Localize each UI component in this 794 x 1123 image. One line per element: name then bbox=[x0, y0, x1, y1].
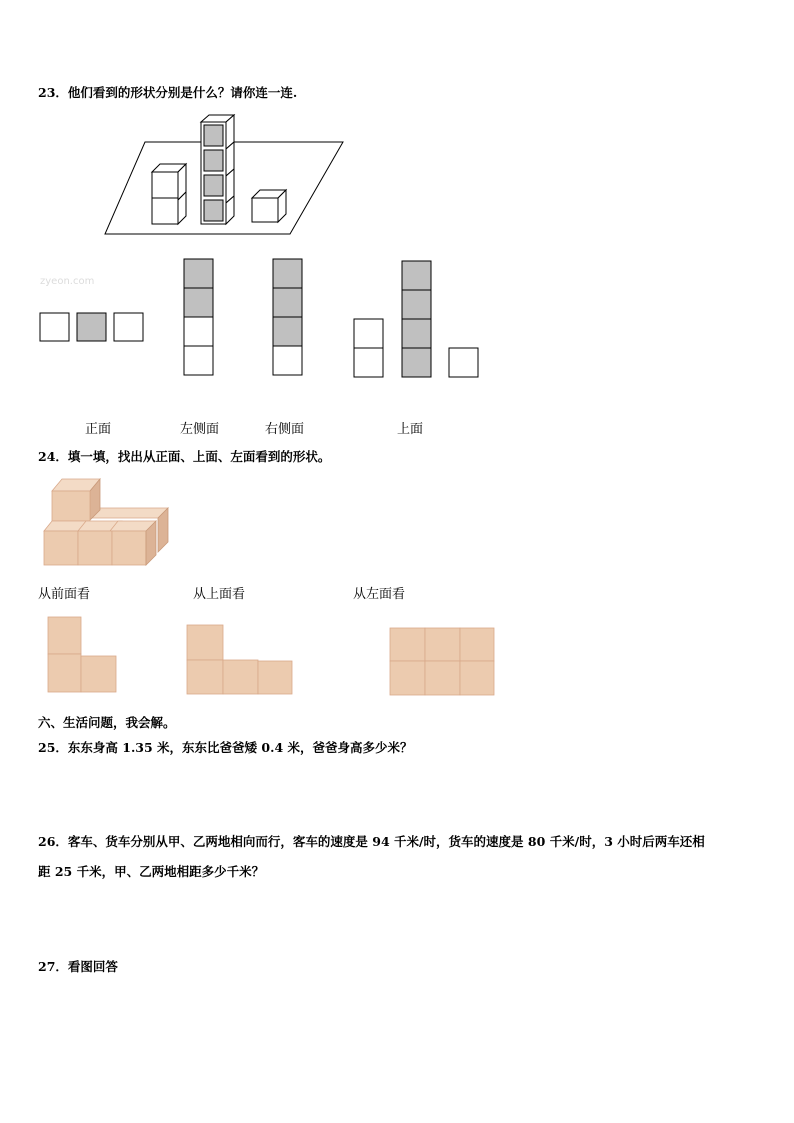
label-right-side: 右侧面 bbox=[265, 422, 305, 437]
tall-cube-stack bbox=[201, 115, 234, 224]
question-26-line-2: 距 25 千米，甲、乙两地相距多少千米？ bbox=[38, 864, 265, 879]
question-23-text: 23．他们看到的形状分别是什么？请你连一连. bbox=[38, 85, 298, 100]
watermark: zyeon.com bbox=[40, 276, 95, 287]
q24-left-view-shape bbox=[389, 627, 497, 697]
q24-front-view-shape bbox=[47, 616, 119, 694]
label-top: 上面 bbox=[397, 422, 424, 437]
view-option-front bbox=[39, 312, 149, 344]
question-26-line-1: 26．客车、货车分别从甲、乙两地相向而行，客车的速度是 94 千米/时，货车的速度是 80 千米/时，3 小时后两车还相 bbox=[38, 834, 705, 849]
question-24-text: 24．填一填，找出从正面、上面、左面看到的形状。 bbox=[38, 449, 331, 464]
label-from-top: 从上面看 bbox=[193, 587, 246, 602]
section-6-title: 六、生活问题，我会解。 bbox=[38, 715, 176, 730]
label-from-front: 从前面看 bbox=[38, 587, 91, 602]
view-option-left bbox=[183, 258, 215, 378]
label-from-left: 从左面看 bbox=[353, 587, 406, 602]
question-25-text: 25．东东身高 1.35 米，东东比爸爸矮 0.4 米，爸爸身高多少米？ bbox=[38, 740, 413, 755]
q24-top-view-shape bbox=[186, 624, 294, 696]
q23-cube-scene bbox=[100, 112, 360, 242]
left-cube-stack bbox=[152, 164, 186, 224]
view-option-top bbox=[353, 259, 483, 381]
single-cube bbox=[252, 190, 286, 222]
question-27-text: 27．看图回答 bbox=[38, 959, 118, 974]
view-option-right bbox=[272, 258, 304, 378]
label-front: 正面 bbox=[85, 422, 112, 437]
label-left-side: 左侧面 bbox=[180, 422, 220, 437]
q24-cube-scene bbox=[42, 474, 172, 569]
